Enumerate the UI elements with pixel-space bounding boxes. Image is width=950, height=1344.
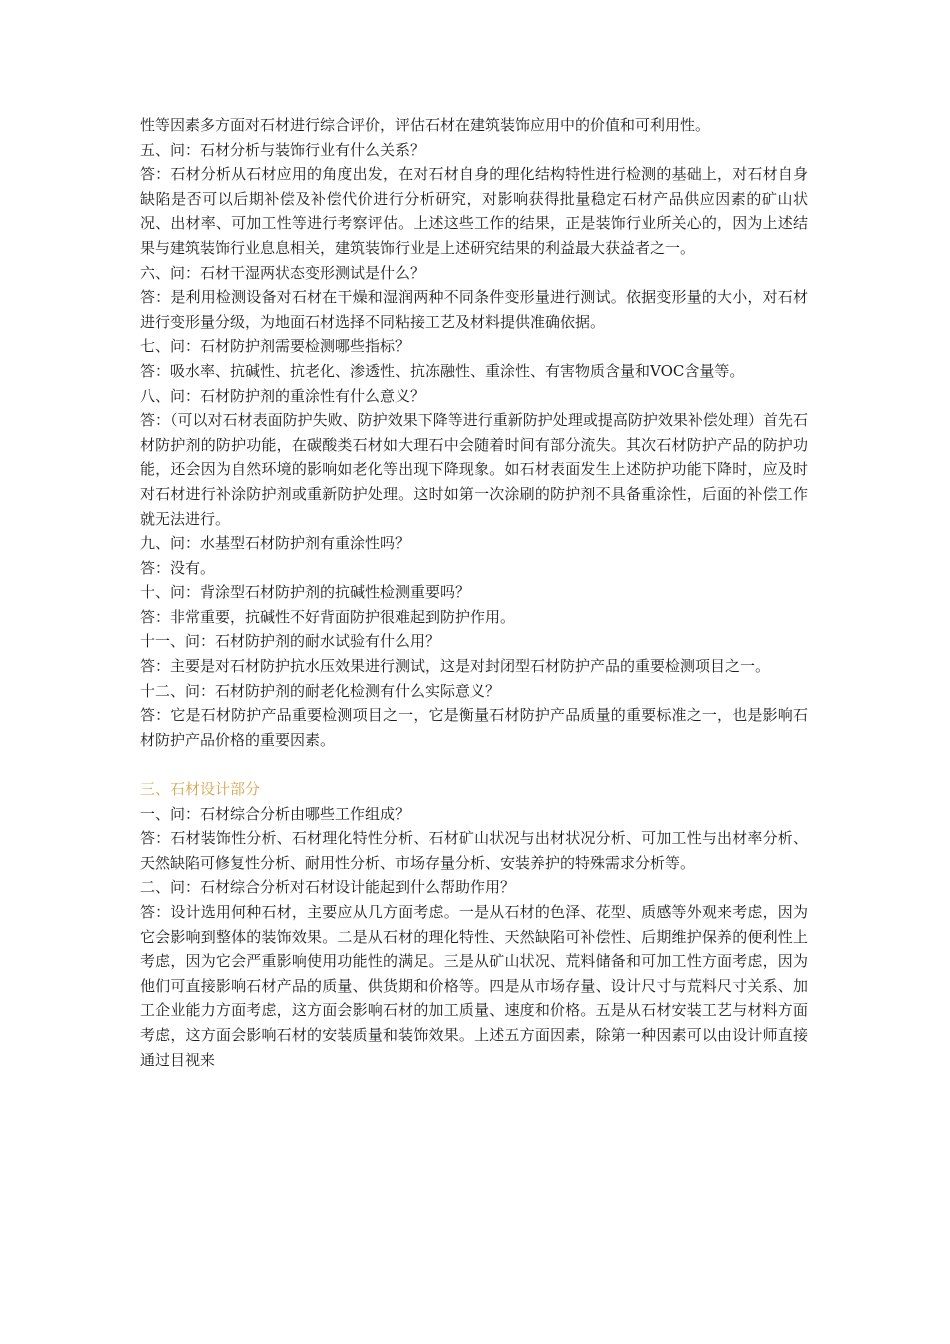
section-spacer: [140, 752, 808, 777]
section-heading: 三、石材设计部分: [140, 780, 261, 799]
question-8: 八、问：石材防护剂的重涂性有什么意义？: [140, 386, 426, 405]
answer-5: 答：石材分析从石材应用的角度出发，在对石材自身的理化结构特性进行检测的基础上，对石材自身缺陷是否可以后期补偿及补偿代价进行分析研究，对影响获得批量稳定石材产品供应因素的矿山状况、出材率、可加工性等进行考察评估。上述这些工作的结果，正是装饰行业所关心的，因为上述结果与建筑装饰行业息息相关，建筑装饰行业是上述研究结果的利益最大获益者之一。: [140, 165, 808, 257]
answer-12: 答：它是石材防护产品重要检测项目之一，它是衡量石材防护产品质量的重要标准之一，也是影响石材防护产品价格的重要因素。: [140, 706, 808, 749]
paragraph-continuation: 性等因素多方面对石材进行综合评价，评估石材在建筑装饰应用中的价值和可利用性。: [140, 116, 711, 134]
section-question-2: 二、问：石材综合分析对石材设计能起到什么帮助作用？: [140, 878, 516, 897]
answer-8: 答：（可以对石材表面防护失败、防护效果下降等进行重新防护处理或提高防护效果补偿处理）首先石材防护剂的防护功能，在碳酸类石材如大理石中会随着时间有部分流失。其次石材防护产品的防护功能，还会因为自然环境的影响如老化等出现下降现象。如石材表面发生上述防护功能下降时，应及时对石材进行补涂防护剂或重新防护处理。这时如第一次涂刷的防护剂不具备重涂性，后面的补偿工作就无法进行。: [140, 411, 808, 528]
answer-6: 答：是利用检测设备对石材在干燥和湿润两种不同条件变形量进行测试。依据变形量的大小，对石材进行变形量分级，为地面石材选择不同粘接工艺及材料提供准确依据。: [140, 288, 808, 331]
question-12: 十二、问：石材防护剂的耐老化检测有什么实际意义？: [140, 681, 501, 700]
answer-10: 答：非常重要，抗碱性不好背面防护很难起到防护作用。: [140, 607, 516, 626]
section-answer-1: 答：石材装饰性分析、石材理化特性分析、石材矿山状况与出材状况分析、可加工性与出材率分析、天然缺陷可修复性分析、耐用性分析、市场存量分析、安装养护的特殊需求分析等。: [140, 829, 808, 872]
document-body: [140, 113, 808, 1072]
question-5: 五、问：石材分析与装饰行业有什么关系？: [140, 140, 426, 159]
question-10: 十、问：背涂型石材防护剂的抗碱性检测重要吗？: [140, 583, 471, 602]
question-7: 七、问：石材防护剂需要检测哪些指标？: [140, 337, 411, 356]
answer-7: 答：吸水率、抗碱性、抗老化、渗透性、抗冻融性、重涂性、有害物质含量和VOC含量等。: [140, 361, 745, 380]
question-9: 九、问：水基型石材防护剂有重涂性吗？: [140, 534, 411, 553]
question-11: 十一、问：石材防护剂的耐水试验有什么用？: [140, 632, 441, 651]
section-question-1: 一、问：石材综合分析由哪些工作组成？: [140, 804, 411, 823]
answer-9: 答：没有。: [140, 558, 216, 577]
answer-11: 答：主要是对石材防护抗水压效果进行测试，这是对封闭型石材防护产品的重要检测项目之一。: [140, 657, 771, 676]
section-answer-2: 答：设计选用何种石材，主要应从几方面考虑。一是从石材的色泽、花型、质感等外观来考虑，因为它会影响到整体的装饰效果。二是从石材的理化特性、天然缺陷可补偿性、后期维护保养的便利性上考虑，因为它会严重影响使用功能性的满足。三是从矿山状况、荒料储备和可加工性方面考虑，因为他们可直接影响石材产品的质量、供货期和价格等。四是从市场存量、设计尺寸与荒料尺寸关系、加工企业能力方面考虑，这方面会影响石材的加工质量、速度和价格。五是从石材安装工艺与材料方面考虑，这方面会影响石材的安装质量和装饰效果。上述五方面因素，除第一种因素可以由设计师直接通过目视来: [140, 903, 808, 1069]
question-6: 六、问：石材干湿两状态变形测试是什么？: [140, 263, 426, 282]
